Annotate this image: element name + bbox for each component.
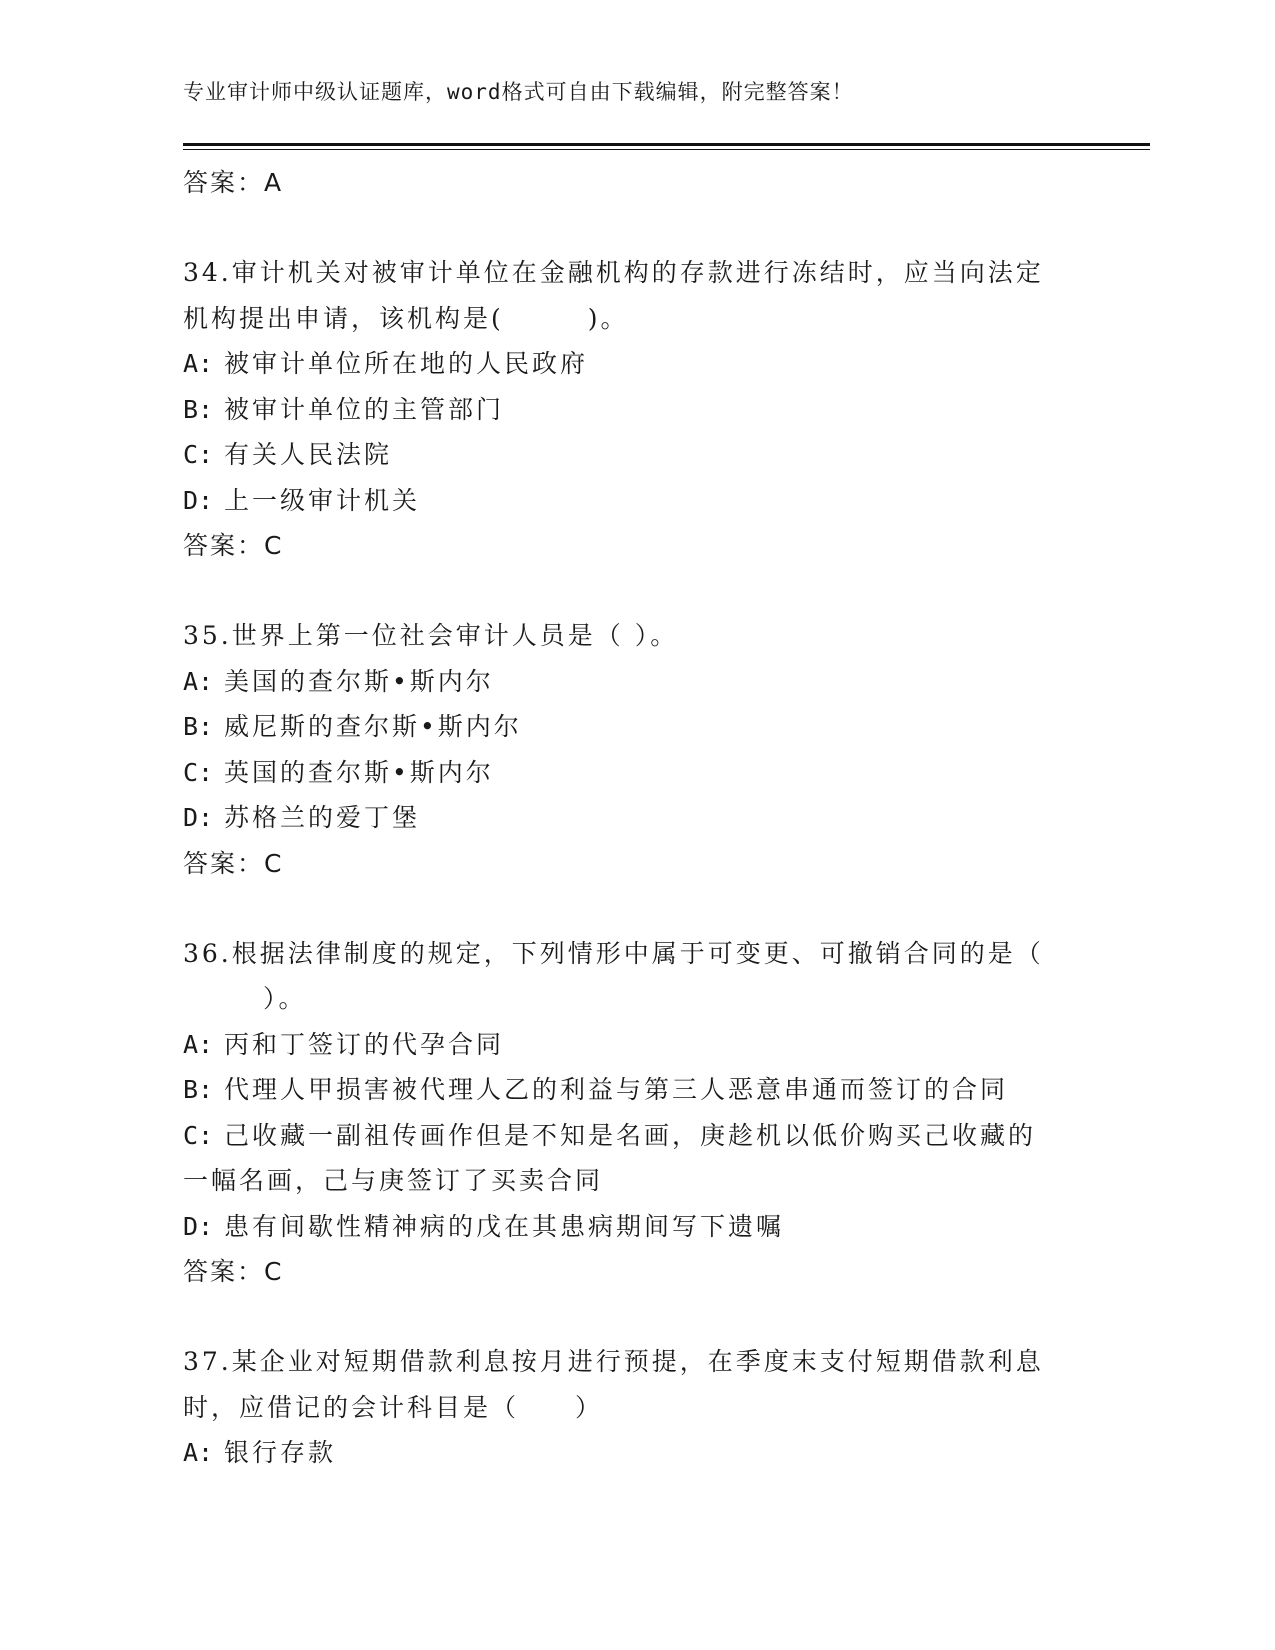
option-letter: B: — [183, 394, 214, 424]
option-letter: C: — [183, 1120, 214, 1150]
option-text: 有关人民法院 — [213, 440, 393, 469]
option-a — [183, 341, 1083, 387]
option-d — [183, 795, 1083, 841]
question-text-line: 时，应借记的会计科目是（ ） — [183, 1392, 604, 1422]
option-letter: A: — [183, 349, 214, 378]
answer-line: 答案：C — [183, 531, 284, 560]
answer-line: 答案：C — [183, 848, 284, 878]
option-letter: A: — [183, 666, 214, 696]
question-text — [183, 250, 1083, 341]
option-c-continued — [183, 1158, 1083, 1204]
question-34 — [183, 250, 1083, 569]
answer-line: 答案：C — [183, 1257, 284, 1286]
option-c — [183, 750, 1083, 796]
option-d — [183, 478, 1083, 524]
option-text: 英国的查尔斯•斯内尔 — [213, 757, 494, 787]
option-b — [183, 704, 1083, 750]
option-c — [183, 432, 1083, 478]
option-letter: B: — [183, 1075, 214, 1104]
question-text-line: ）。 — [263, 984, 307, 1013]
option-text: 银行存款 — [213, 1438, 337, 1467]
option-letter: D: — [183, 1211, 214, 1241]
option-text: 美国的查尔斯•斯内尔 — [213, 666, 494, 696]
question-text-line: 36.根据法律制度的规定，下列情形中属于可变更、可撤销合同的是（ — [183, 938, 1044, 968]
question-text — [183, 1339, 1083, 1430]
question-37 — [183, 1339, 1083, 1476]
option-text: 威尼斯的查尔斯•斯内尔 — [213, 712, 522, 741]
option-c — [183, 1113, 1083, 1159]
option-letter: B: — [183, 712, 214, 741]
option-text: 一幅名画，己与庚签订了买卖合同 — [183, 1166, 604, 1195]
option-text: 被审计单位所在地的人民政府 — [213, 349, 589, 378]
question-text — [183, 931, 1083, 1022]
option-letter: A: — [183, 1438, 214, 1467]
question-36 — [183, 931, 1083, 1296]
option-b — [183, 1067, 1083, 1113]
option-letter: D: — [183, 803, 214, 832]
question-text-line: 34.审计机关对被审计单位在金融机构的存款进行冻结时，应当向法定 — [183, 258, 1044, 287]
option-d — [183, 1204, 1083, 1250]
option-letter: D: — [183, 485, 214, 515]
option-text: 患有间歇性精神病的戊在其患病期间写下遗嘱 — [213, 1211, 785, 1241]
option-letter: C: — [183, 440, 214, 469]
option-a — [183, 1430, 1083, 1476]
answer-line: 答案：A — [183, 168, 284, 197]
option-a — [183, 1022, 1083, 1068]
option-text: 上一级审计机关 — [213, 485, 421, 515]
header-rule — [183, 143, 1150, 146]
document-content — [183, 160, 1083, 1476]
page-header: 专业审计师中级认证题库，word格式可自由下载编辑，附完整答案！ — [183, 80, 854, 104]
option-b — [183, 387, 1083, 433]
option-text: 丙和丁签订的代孕合同 — [213, 1029, 505, 1059]
question-text-line: 35.世界上第一位社会审计人员是（ ）。 — [183, 621, 679, 650]
option-text: 被审计单位的主管部门 — [213, 394, 505, 424]
option-text: 己收藏一副祖传画作但是不知是名画，庚趁机以低价购买己收藏的 — [213, 1120, 1037, 1150]
option-text: 代理人甲损害被代理人乙的利益与第三人恶意串通而签订的合同 — [213, 1075, 1009, 1104]
question-text — [183, 613, 1083, 659]
option-text: 苏格兰的爱丁堡 — [213, 803, 421, 832]
question-35 — [183, 613, 1083, 887]
question-text-line: 37.某企业对短期借款利息按月进行预提，在季度末支付短期借款利息 — [183, 1347, 1044, 1376]
option-letter: A: — [183, 1029, 214, 1059]
header-rule-thin — [183, 149, 1150, 150]
option-letter: C: — [183, 757, 214, 787]
question-text-line: 机构提出申请，该机构是( )。 — [183, 303, 629, 333]
option-a — [183, 659, 1083, 705]
